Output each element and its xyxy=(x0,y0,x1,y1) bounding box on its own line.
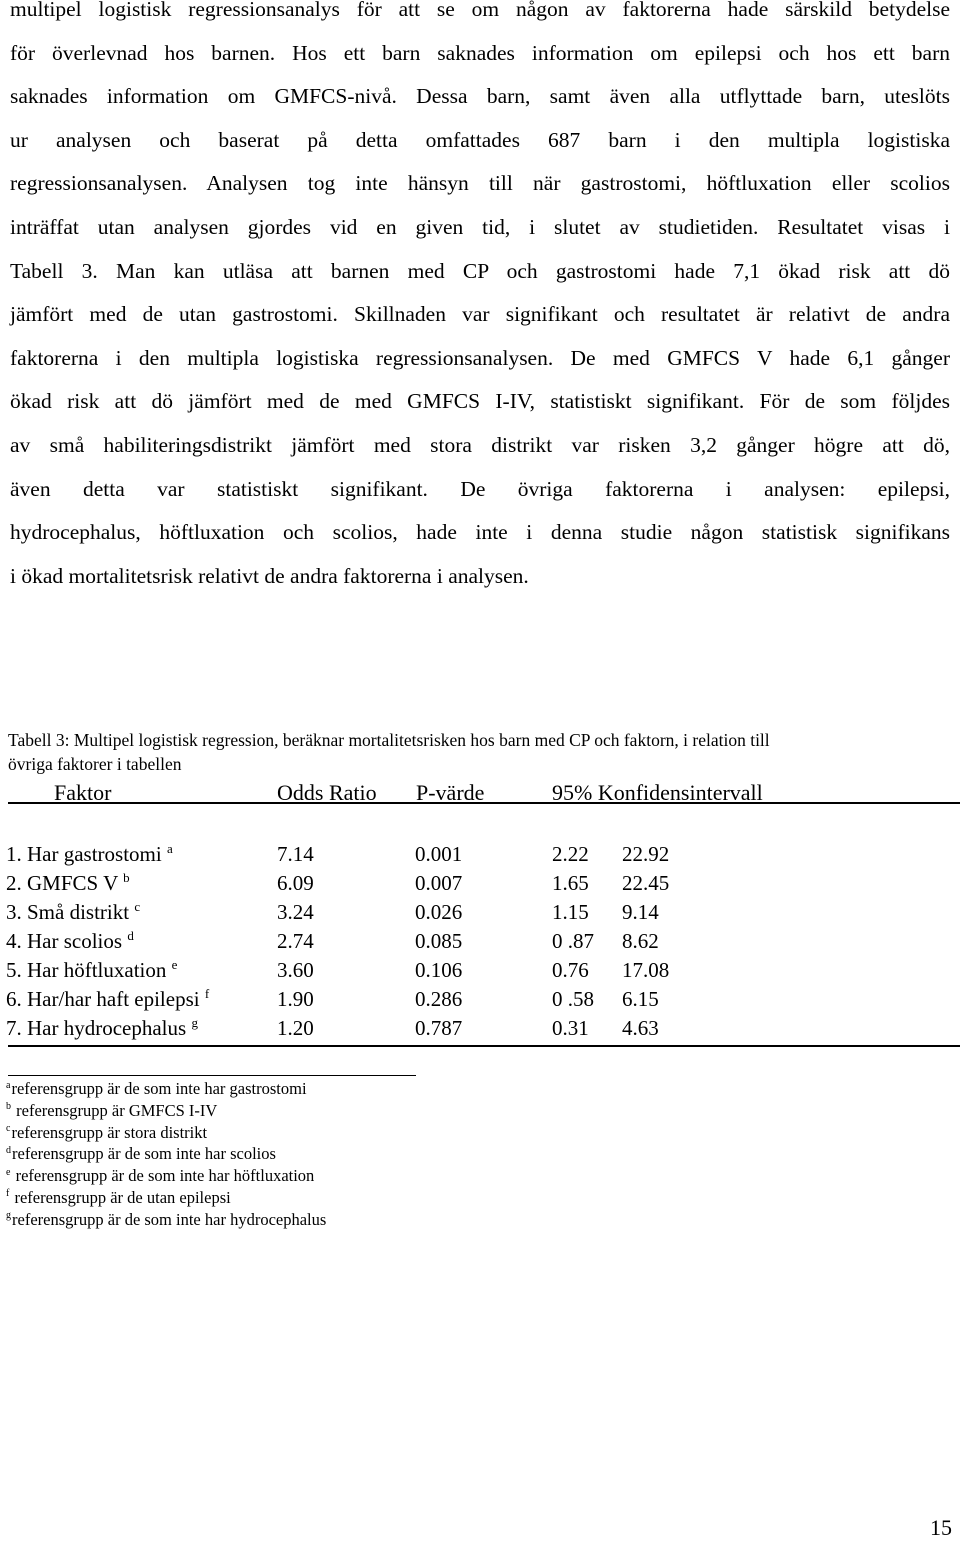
footnote: $^e$ referensgrupp är de som inte har höftluxation xyxy=(6,1166,315,1186)
cell-faktor: 6. Har/har haft epilepsi $^f$ xyxy=(6,986,210,1011)
cell-odds-ratio: 3.60 xyxy=(277,958,314,982)
table-row xyxy=(0,956,960,985)
cell-ci-upper: 22.45 xyxy=(622,871,670,895)
body-paragraph xyxy=(10,0,950,598)
paragraph-line: multipel logistisk regressionsanalys för att se om någon av faktorerna hade särskild betydelse xyxy=(10,0,950,21)
cell-ci-lower: 1.15 xyxy=(552,900,589,924)
paragraph-line: saknades information om GMFCS-nivå. Dessa barn, samt även alla utflyttade barn, uteslöts xyxy=(10,84,950,109)
cell-p-value: 0.286 xyxy=(415,987,463,1011)
header-confidence-interval: 95% Konfidensintervall xyxy=(552,780,763,805)
cell-faktor: 5. Har höftluxation $^e$ xyxy=(6,957,178,982)
table-top-rule xyxy=(8,802,960,804)
cell-faktor: 2. GMFCS V $^b$ xyxy=(6,870,130,895)
cell-faktor: 7. Har hydrocephalus $^g$ xyxy=(6,1015,198,1040)
cell-odds-ratio: 6.09 xyxy=(277,871,314,895)
paragraph-line: ur analysen och baserat på detta omfattades 687 barn i den multipla logistiska xyxy=(10,127,950,152)
paragraph-line: inträffat utan analysen gjordes vid en given tid, i slutet av studietiden. Resultatet visas i xyxy=(10,214,950,239)
cell-odds-ratio: 7.14 xyxy=(277,842,314,866)
footnote: $^a$referensgrupp är de som inte har gastrostomi xyxy=(6,1079,307,1098)
table-row xyxy=(0,869,960,898)
cell-p-value: 0.787 xyxy=(415,1016,463,1040)
table-caption-line: Tabell 3: Multipel logistisk regression, beräknar mortalitetsrisken hos barn med CP och faktorn, i relation till xyxy=(8,730,770,750)
footnote: $^c$referensgrupp är stora distrikt xyxy=(6,1122,208,1142)
table-row xyxy=(0,1014,960,1043)
page-number: 15 xyxy=(930,1515,952,1540)
cell-ci-lower: 0.31 xyxy=(552,1016,589,1040)
footnote: $^f$ referensgrupp är de utan epilepsi xyxy=(6,1187,231,1207)
table-row xyxy=(0,985,960,1014)
paragraph-line: av små habiliteringsdistrikt jämfört med stora distrikt var risken 3,2 gånger högre att dö, xyxy=(10,432,950,457)
cell-ci-lower: 2.22 xyxy=(552,842,589,866)
table-bottom-rule xyxy=(8,1045,960,1047)
paragraph-line: faktorerna i den multipla logistiska regressionsanalysen. De med GMFCS V hade 6,1 gånger xyxy=(10,345,950,370)
cell-ci-lower: 0 .87 xyxy=(552,929,594,953)
paragraph-line: jämfört med de utan gastrostomi. Skillnaden var signifikant och resultatet är relativt de andra xyxy=(10,302,950,327)
cell-ci-upper: 22.92 xyxy=(622,842,670,866)
cell-p-value: 0.085 xyxy=(415,929,463,953)
paragraph-line: Tabell 3. Man kan utläsa att barnen med CP och gastrostomi hade 7,1 ökad risk att dö xyxy=(10,258,950,283)
footnote: $^d$referensgrupp är de som inte har scolios xyxy=(6,1144,276,1164)
cell-odds-ratio: 1.20 xyxy=(277,1016,314,1040)
footnote-rule xyxy=(8,1075,416,1076)
cell-ci-lower: 1.65 xyxy=(552,871,589,895)
cell-ci-upper: 17.08 xyxy=(622,958,670,982)
cell-odds-ratio: 2.74 xyxy=(277,929,314,953)
cell-ci-upper: 8.62 xyxy=(622,929,659,953)
header-odds-ratio: Odds Ratio xyxy=(277,780,377,805)
cell-faktor: 3. Små distrikt $^c$ xyxy=(6,899,141,924)
paragraph-line: regressionsanalysen. Analysen tog inte hänsyn till när gastrostomi, höftluxation eller scolios xyxy=(10,171,950,196)
paragraph-line: i ökad mortalitetsrisk relativt de andra faktorerna i analysen. xyxy=(10,563,529,588)
cell-p-value: 0.007 xyxy=(415,871,463,895)
paragraph-line: hydrocephalus, höftluxation och scolios, hade inte i denna studie någon statistisk signifikans xyxy=(10,520,950,545)
header-faktor: Faktor xyxy=(54,780,112,805)
cell-ci-lower: 0 .58 xyxy=(552,987,594,1011)
footnotes xyxy=(6,1078,326,1231)
table-header xyxy=(0,780,960,814)
cell-ci-upper: 4.63 xyxy=(622,1016,659,1040)
cell-ci-upper: 9.14 xyxy=(622,900,659,924)
cell-ci-upper: 6.15 xyxy=(622,987,659,1011)
table-body xyxy=(0,840,960,1043)
table-caption-line: övriga faktorer i tabellen xyxy=(8,754,182,774)
paragraph-line: för överlevnad hos barnen. Hos ett barn saknades information om epilepsi och hos ett barn xyxy=(10,40,950,65)
table-row xyxy=(0,840,960,869)
cell-odds-ratio: 3.24 xyxy=(277,900,314,924)
cell-p-value: 0.026 xyxy=(415,900,463,924)
table-row xyxy=(0,898,960,927)
table-caption xyxy=(8,728,952,776)
footnote: $^b$ referensgrupp är GMFCS I-IV xyxy=(6,1100,218,1120)
cell-p-value: 0.001 xyxy=(415,842,463,866)
paragraph-line: ökad risk att dö jämfört med de med GMFCS I-IV, statistiskt signifikant. För de som följdes xyxy=(10,389,950,414)
cell-faktor: 1. Har gastrostomi $^a$ xyxy=(6,841,173,866)
cell-odds-ratio: 1.90 xyxy=(277,987,314,1011)
footnote: $^g$referensgrupp är de som inte har hydrocephalus xyxy=(6,1209,327,1229)
paragraph-line: även detta var statistiskt signifikant. De övriga faktorerna i analysen: epilepsi, xyxy=(10,476,950,501)
table-row xyxy=(0,927,960,956)
header-p-value: P-värde xyxy=(416,780,485,805)
cell-faktor: 4. Har scolios $^d$ xyxy=(6,928,134,953)
cell-ci-lower: 0.76 xyxy=(552,958,589,982)
cell-p-value: 0.106 xyxy=(415,958,463,982)
